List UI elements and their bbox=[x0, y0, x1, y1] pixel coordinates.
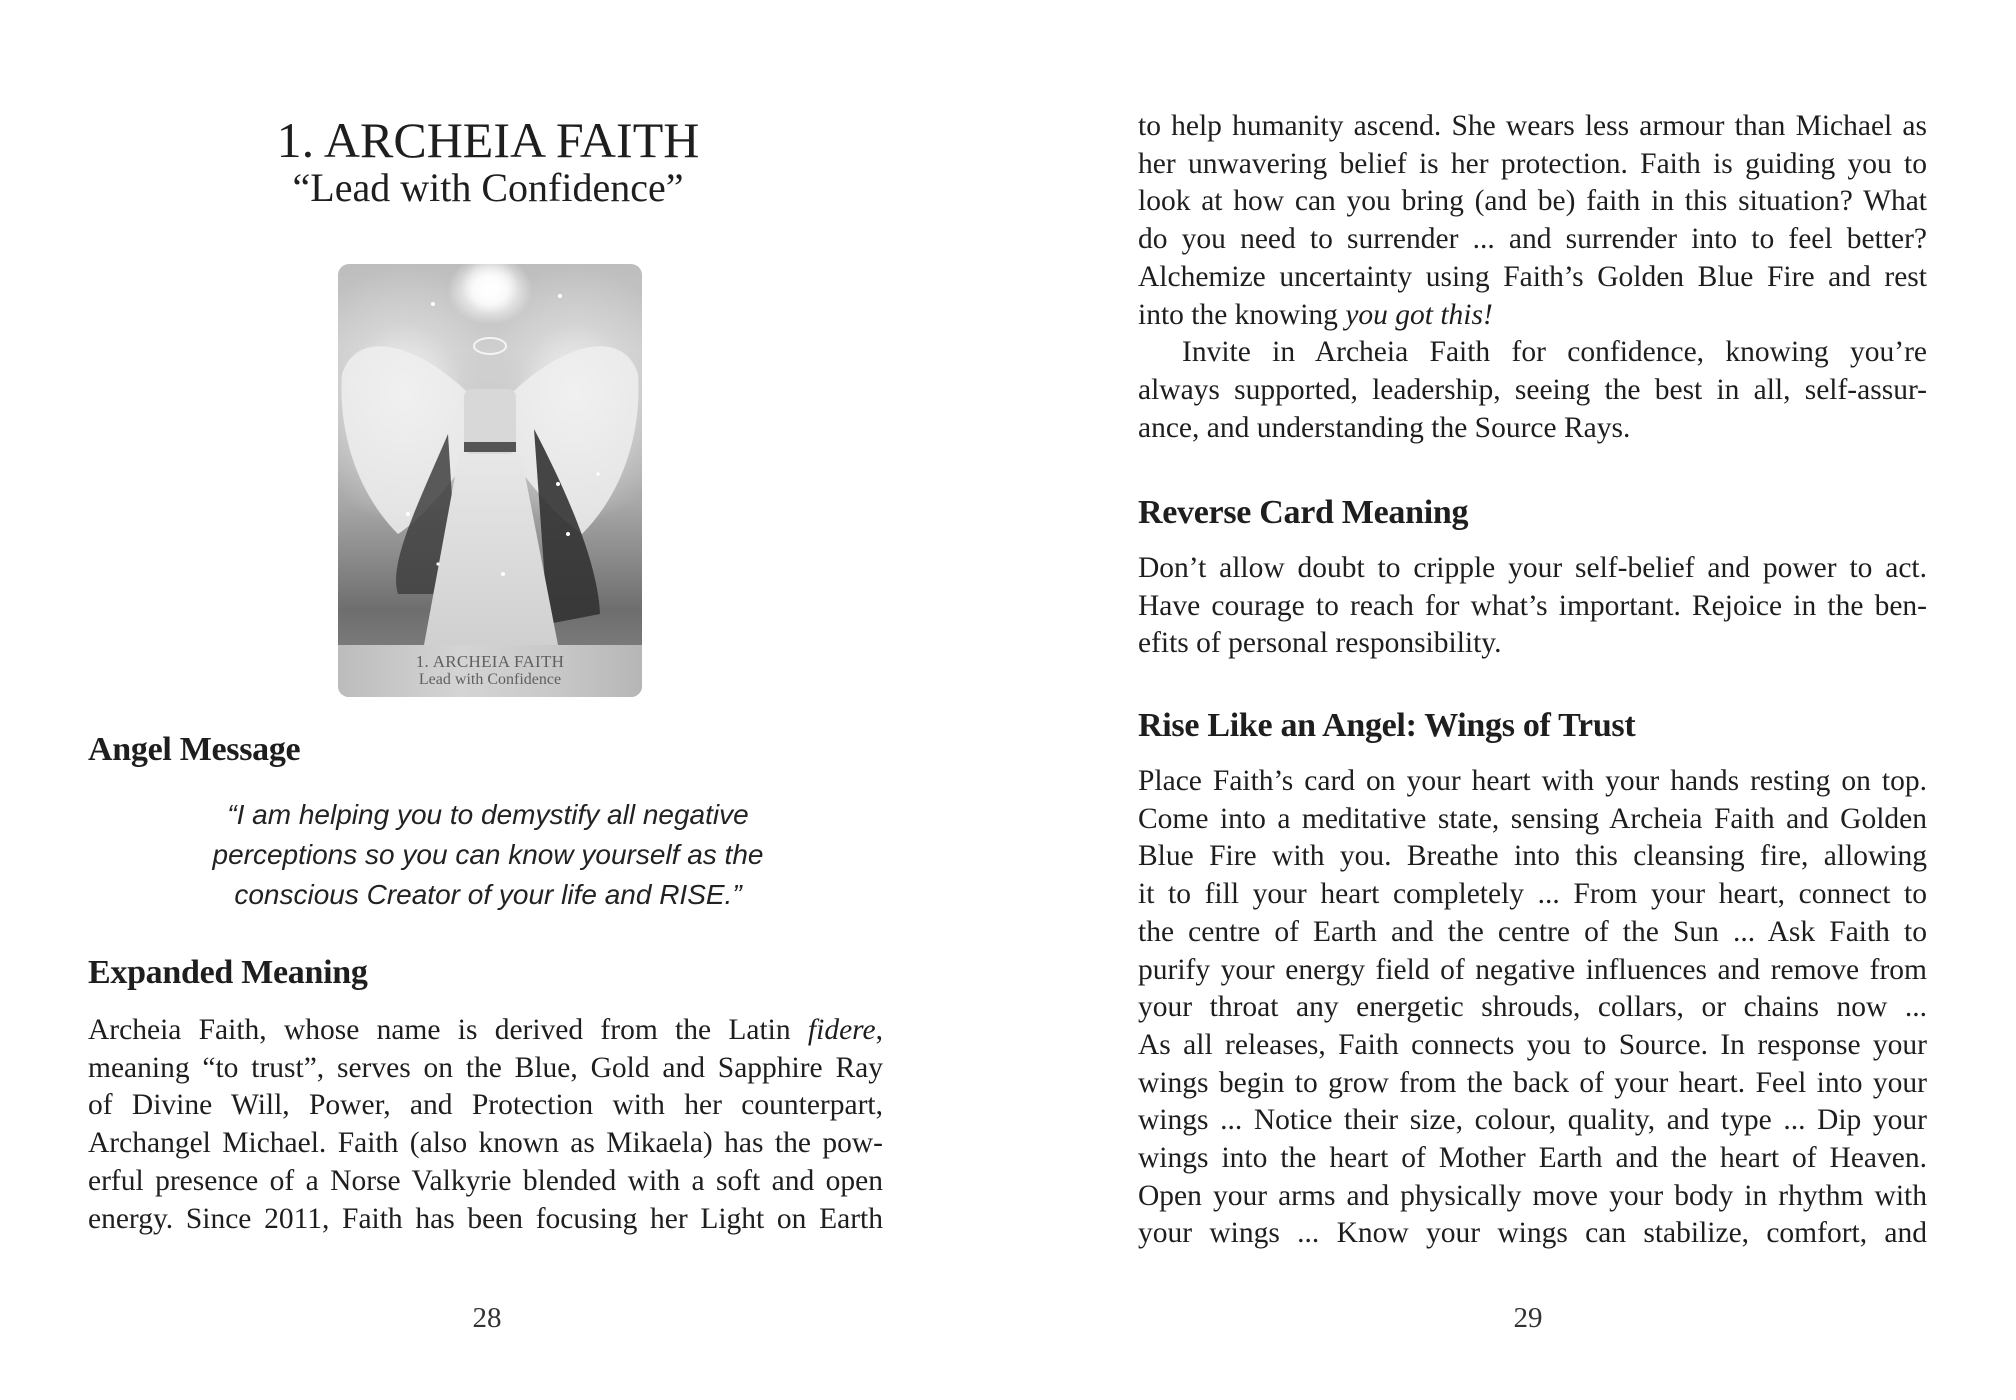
expanded-meaning-text bbox=[88, 1012, 883, 1238]
text-line: Archeia Faith, whose name is derived from the Latin fidere, bbox=[88, 1014, 884, 1046]
text-line: her unwavering belief is her protection. Faith is guiding you to bbox=[1138, 147, 1927, 180]
text-line: Place Faith’s card on your heart with your hands resting on top. bbox=[1138, 765, 1927, 797]
quote-line: conscious Creator of your life and RISE.” bbox=[234, 879, 742, 910]
expanded-meaning-heading: Expanded Meaning bbox=[88, 954, 368, 991]
text-line: ance, and understanding the Source Rays. bbox=[1138, 411, 1631, 444]
text-line: of Divine Will, Power, and Protection with her counterpart, bbox=[88, 1089, 883, 1122]
right-page bbox=[1008, 0, 2016, 1400]
emphasis-text: you got this! bbox=[1345, 298, 1493, 331]
text-line: Blue Fire with you. Breathe into this cleansing fire, allowing bbox=[1138, 840, 1927, 873]
text-line: As all releases, Faith connects you to Source. In response your bbox=[1138, 1028, 1927, 1061]
text-line: wings into the heart of Mother Earth and the heart of Heaven. bbox=[1138, 1142, 1927, 1175]
page-number-left: 28 bbox=[472, 1302, 502, 1334]
text-line: the centre of Earth and the centre of the Sun ... Ask Faith to bbox=[1138, 915, 1927, 948]
reverse-card-meaning-heading: Reverse Card Meaning bbox=[1138, 494, 1469, 531]
text-line: purify your energy field of negative influences and remove from bbox=[1138, 953, 1927, 986]
text-line: your wings ... Know your wings can stabilize, comfort, and bbox=[1138, 1217, 1927, 1250]
quote-line: “I am helping you to demystify all negative bbox=[227, 799, 749, 830]
angel-card-image bbox=[338, 264, 642, 697]
text-line: into the knowing you got this! bbox=[1138, 298, 1493, 331]
text-line: to help humanity ascend. She wears less armour than Michael as bbox=[1138, 110, 1927, 142]
card-title: 1. ARCHEIA FAITH bbox=[276, 112, 700, 168]
card-caption-title: 1. ARCHEIA FAITH bbox=[415, 652, 565, 671]
card-subtitle: “Lead with Confidence” bbox=[292, 165, 684, 210]
reverse-meaning-text bbox=[1138, 550, 1927, 663]
text-line: your throat any energetic shrouds, collars, or chains now ... bbox=[1138, 991, 1927, 1024]
text-line: Have courage to reach for what’s important. Rejoice in the ben- bbox=[1138, 589, 1927, 622]
page-number-right: 29 bbox=[1513, 1302, 1543, 1334]
text-line: wings ... Notice their size, colour, quality, and type ... Dip your bbox=[1138, 1104, 1927, 1137]
expanded-meaning-continued bbox=[1138, 108, 1927, 447]
text-line: erful presence of a Norse Valkyrie blended with a soft and open bbox=[88, 1164, 883, 1197]
quote-line: perceptions so you can know yourself as the bbox=[212, 839, 764, 870]
text-line: Come into a meditative state, sensing Archeia Faith and Golden bbox=[1138, 802, 1927, 835]
angel-illustration-icon bbox=[338, 264, 642, 697]
text-line: energy. Since 2011, Faith has been focusing her Light on Earth bbox=[88, 1202, 883, 1235]
card-caption-subtitle: Lead with Confidence bbox=[418, 671, 562, 688]
text-line: look at how can you bring (and be) faith in this situation? What bbox=[1138, 185, 1927, 218]
angel-message-quote bbox=[150, 795, 826, 915]
text-line: do you need to surrender ... and surrender into to feel better? bbox=[1138, 223, 1927, 256]
latin-word: fidere bbox=[807, 1014, 876, 1046]
angel-message-heading: Angel Message bbox=[88, 731, 301, 768]
text-line: Don’t allow doubt to cripple your self-belief and power to act. bbox=[1138, 552, 1927, 584]
text-line: Archangel Michael. Faith (also known as Mikaela) has the pow- bbox=[88, 1127, 883, 1160]
text-line: Invite in Archeia Faith for confidence, knowing you’re bbox=[1182, 336, 1927, 369]
text-line: wings begin to grow from the back of your heart. Feel into your bbox=[1138, 1066, 1927, 1099]
text-line: Open your arms and physically move your body in rhythm with bbox=[1138, 1179, 1927, 1212]
text-line: Alchemize uncertainty using Faith’s Golden Blue Fire and rest bbox=[1138, 260, 1927, 293]
text-line: it to fill your heart completely ... From your heart, connect to bbox=[1138, 878, 1927, 911]
text-line: meaning “to trust”, serves on the Blue, Gold and Sapphire Ray bbox=[88, 1051, 883, 1084]
rise-like-an-angel-text bbox=[1138, 763, 1927, 1253]
rise-like-an-angel-heading: Rise Like an Angel: Wings of Trust bbox=[1138, 707, 1636, 744]
text-line: always supported, leadership, seeing the best in all, self-assur- bbox=[1138, 373, 1927, 406]
card-caption bbox=[338, 645, 642, 697]
text-line: efits of personal responsibility. bbox=[1138, 627, 1502, 660]
